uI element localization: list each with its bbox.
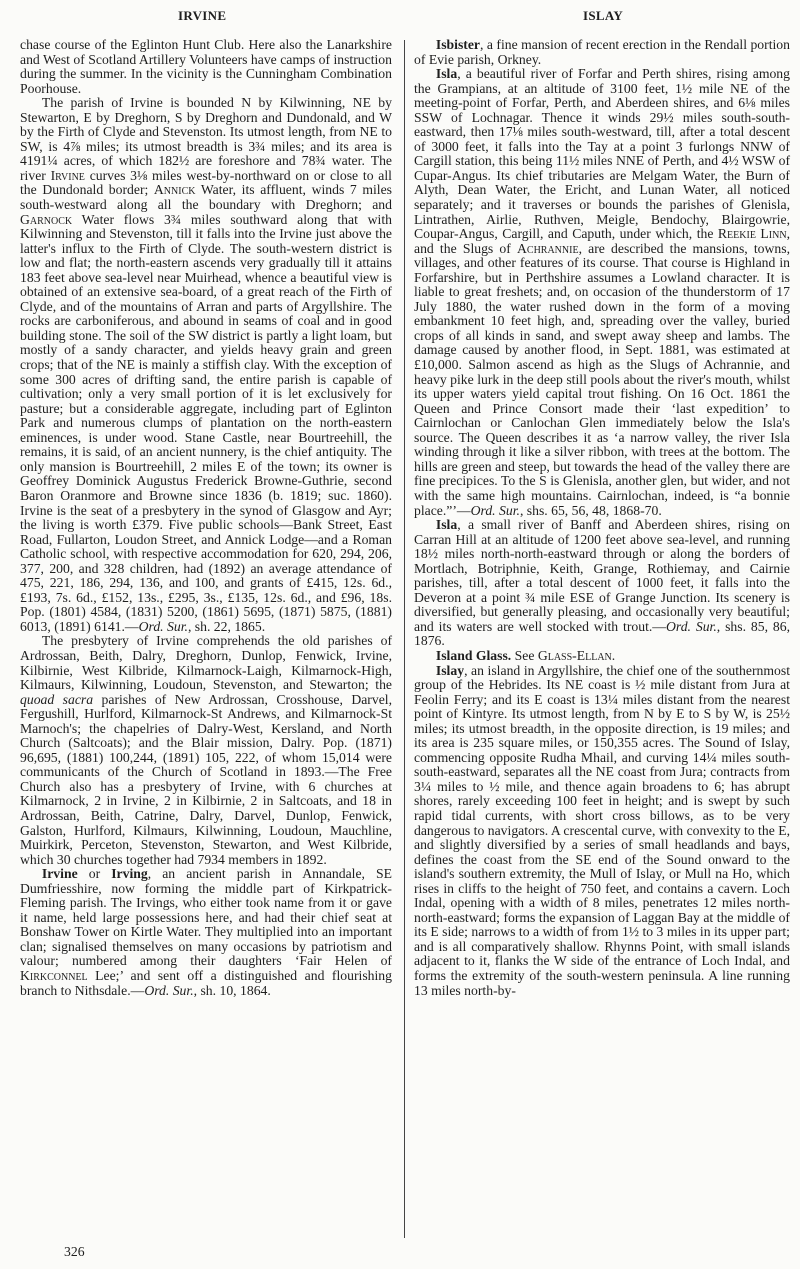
body-text: , and the Slugs of <box>414 226 790 256</box>
gazetteer-paragraph <box>414 67 790 518</box>
cross-reference: Kirkconnel <box>20 968 88 983</box>
right-column <box>414 38 790 998</box>
body-text: , an ancient parish in Annandale, SE Dumfriesshire, now forming the middle part of Kirkpatrick-Fleming parish. The Irvings, who either took name from it or gave it name, held large possessions here, and had their chief seat at Bonshaw Tower on Kirtle Water. They multiplied into an important clan; signalised themselves on many occasions by patriotism and valour; numbered among their daughters ‘Fair Helen of <box>20 866 393 969</box>
body-text: , a fine mansion of recent erection in the Rendall portion of Evie parish, Orkney. <box>414 37 790 67</box>
cross-reference: Reekie Linn <box>717 226 787 242</box>
body-text: Water flows 3¾ miles southward along that with Kilwinning and Stevenston, till it falls into the Irvine just above the latter's influx to the Firth of Clyde. The south-western district is low and flat; the north-eastern ascends very gradually till it attains 183 feet above sea-level near Muirhead, whence a beautiful view is obtained of an extensive sea-board, of a great reach of the Firth of Clyde, and of the mountains of Arran and parts of Argyllshire. The rocks are carboniferous, and abound in seams of coal and in good building stone. The soil of the SW district is partly a light loam, but mostly of a sandy character, and yields heavy grain and green crops; that of the NE is mainly a stiffish clay. With the exception of some 300 acres of drifting sand, the entire parish is capable of cultivation; only a very small portion of it is let exclusively for pasture; but a considerable aggregate, including part of Eglinton Park and numerous clumps of plantation on the north-eastern eminences, is under wood. Stane Castle, near Bourtreehill, the remains, it is said, of an ancient nunnery, is the chief antiquity. The only mansion is Bourtreehill, 2 miles E of the town; its owner is Geoffrey Dominick Augustus Frederick Browne-Guthrie, second Baron Oranmore and Browne since 1836 (b. 1819; suc. 1860). Irvine is the seat of a presbytery in the synod of Glasgow and Ayr; the living is worth £379. Five public schools—Bank Street, East Road, Fullarton, Loudon Street, and Annick Lodge—and a Roman Catholic school, with respective accommodation for 620, 294, 206, 377, 200, and 328 children, had (1892) an average attendance of 475, 221, 186, 294, 136, and 100, and grants of £415, 12s. 6d., £193, 7s. 6d., £152, 13s., £295, 3s., £135, 12s. 6d., and £96, 18s. Pop. (1801) 4584, (1831) 5200, (1861) 5695, (1871) 5875, (1881) 6013, (1891) 6141.— <box>20 211 392 634</box>
body-text: , shs. 85, 86, 1876. <box>414 618 790 649</box>
gazetteer-paragraph <box>414 649 790 664</box>
cross-reference: Glass-Ellan <box>537 647 612 663</box>
left-column <box>20 38 392 998</box>
italic-text: Ord. Sur. <box>666 618 717 634</box>
running-header-right: ISLAY <box>583 8 624 23</box>
entry-headword: Isbister <box>435 37 481 52</box>
body-text: , a small river of Banff and Aberdeen shires, rising on Carran Hill at an altitude of 1200 feet above sea-level, and running 18½ miles north-north-eastward through or along the borders of Mortlach, Botriphnie, Keith, Grange, Rothiemay, and Cairnie parishes, till, after a total descent of 1000 feet, it falls into the Deveron at a point ¾ mile ESE of Grange Junction. Its scenery is diversified, but generally pleasing, and occasionally very beautiful; and its waters are well stocked with trout.— <box>414 517 790 634</box>
gazetteer-paragraph <box>20 634 392 867</box>
body-text: The presbytery of Irvine comprehends the old parishes of Ardrossan, Beith, Dalry, Dreghorn, Dunlop, Fenwick, Irvine, Kilbirnie, West Kilbride, Kilmarnock-Laigh, Kilmarnock-High, Kilmaurs, Kilwinning, Loudoun, Stevenston, and Stewarton; the <box>20 633 392 693</box>
italic-text: quoad sacra <box>20 691 94 707</box>
body-text: , sh. 22, 1865. <box>187 618 266 634</box>
cross-reference: Garnock <box>20 211 73 227</box>
body-text: . <box>611 647 616 663</box>
entry-headword: Irvine <box>41 866 78 882</box>
body-text: curves 3⅛ miles west-by-northward on or close to all the Dundonald border; <box>20 167 392 198</box>
body-text: , shs. 65, 56, 48, 1868-70. <box>519 502 662 518</box>
italic-text: Ord. Sur. <box>138 618 188 634</box>
gazetteer-paragraph <box>414 38 790 67</box>
gazetteer-paragraph <box>20 96 392 634</box>
body-text: Lee;’ and sent off a distinguished and flourishing branch to Nithsdale.— <box>20 968 392 998</box>
page-number: 326 <box>64 1244 85 1259</box>
running-header-left: IRVINE <box>178 8 227 23</box>
body-text: or <box>77 866 112 882</box>
gazetteer-paragraph <box>414 518 790 649</box>
body-text: chase course of the Eglinton Hunt Club. Here also the Lanarkshire and West of Scotland Artillery Volunteers have camps of instruction during the summer. In the vicinity is the Cunningham Combination Poorhouse. <box>20 37 392 96</box>
body-text: , are described the mansions, towns, villages, and other features of its course. That course is Highland in Forfarshire, but in Perthshire assumes a Lowland character. It is liable to great freshets; and, on occasion of the thunderstorm of 17 July 1880, the water rushed down in the form of a moving embankment 10 feet high, and, spreading over the valley, buried crops of all kinds in sand, and swept away sheep and lambs. The damage caused by another flood, in Sept. 1881, was estimated at £10,000. Salmon ascend as high as the Slugs of Achrannie, and heavy pike lurk in the deep still pools about the river's mouth, whilst its upper waters yield capital trout fishing. On 16 Oct. 1861 the Queen and Prince Consort made their ‘last expedition’ to Cairnlochan or Canlochan Glen immediately below the Isla's source. The Queen describes it as ‘a narrow valley, the river Isla winding through it like a silver ribbon, with trees at the bottom. The hills are green and steep, but towards the head of the valley there are fine precipices. To the S is Glenisla, another glen, but wider, and not with the same high mountains. Cairnlochan, indeed, is “a bonnie place.”’— <box>414 240 790 518</box>
body-text: parishes of New Ardrossan, Crosshouse, Darvel, Fergushill, Hurlford, Kilmarnock-St Andrews, and Kilmarnock-St Marnoch's; the chapelries of Dalry-West, Kersland, and North Church (Saltcoats); and the Blair mission, Dalry. Pop. (1871) 96,695, (1881) 100,244, (1891) 105, 222, of whom 15,014 were communicants of the Church of Scotland in 1893.—The Free Church also has a presbytery of Irvine, with 6 churches at Kilmarnock, 2 in Irvine, 2 in Kilbirnie, 2 in Saltcoats, and 18 in Ardrossan, Beith, Catrine, Dalry, Darvel, Dunlop, Fenwick, Galston, Hurlford, Kilmaurs, Kilwinning, Loudoun, Mauchline, Muirkirk, Perceton, Stevenston, Stewarton, and West Kilbride, which 30 churches together had 7934 members in 1892. <box>20 691 392 867</box>
entry-headword: Island Glass. <box>435 647 512 663</box>
body-text: , an island in Argyllshire, the chief one of the southernmost group of the Hebrides. Its NE coast is ½ mile distant from Jura at Feolin Ferry; and its E coast is 13¼ miles distant from the nearest point of Kintyre. Its utmost length, from N by E to S by W, is 25½ miles; its utmost breadth, in the opposite direction, is 19 miles; and its area is 235 square miles, or 150,355 acres. The Sound of Islay, commencing opposite Rudha Mhail, and curving 14¼ miles south-south-eastward, separates all the NE coast from Jura; contracts from 3¼ miles to ½ mile, and thence again broadens to 6; has abrupt shores, rarely exceeding 100 feet in height; and is swept by such rapid tidal currents, with short cross billows, as to be very dangerous to navigators. A crescental curve, with convexity to the E, and slightly diversified by a series of small headlands and bays, defines the coast from the SE end of the Sound onward to the island's southern extremity, the Mull of Islay, or Mull na Ho, which rises in cliffs to the height of 750 feet, and contains a cavern. Loch Indal, opening with a width of 8 miles, penetrates 12 miles north-north-eastward; forms the expansion of Laggan Bay at the middle of its E side; narrows to a width of from 1½ to 3 miles in its upper part; and is all comparatively shallow. Rhynns Point, with small islands adjacent to it, flanks the W side of the entrance of Loch Indal, and forms the extremity of the south-western peninsula. A line running 13 miles north-by- <box>414 662 790 998</box>
body-text: , sh. 10, 1864. <box>193 982 271 998</box>
column-divider <box>404 40 405 1238</box>
body-text: The parish of Irvine is bounded N by Kilwinning, NE by Stewarton, E by Dreghorn, S by Dreghorn and Dundonald, and W by the Firth of Clyde and Stevenston. Its utmost length, from NE to SW, is 4⅞ miles; its utmost breadth is 3¾ miles; and its area is 4191¼ acres, of which 182½ are foreshore and 78¾ water. The river <box>20 95 392 183</box>
italic-text: Ord. Sur. <box>470 502 520 518</box>
body-text: , a beautiful river of Forfar and Perth shires, rising among the Grampians, at an altitude of 3100 feet, 1½ mile NE of the meeting-point of Forfar, Perth, and Aberdeen shires, and 6⅛ miles SSW of Lochnagar. Thence it winds 29½ miles south-south-eastward, then 17⅛ miles south-westward, till, after a total descent of 3000 feet, it falls into the Tay at a point 3 furlongs NNW of Cargill station, this being 11½ miles NNE of Perth, and 4½ WSW of Cupar-Angus. Its chief tributaries are Melgam Water, the Burn of Alyth, Dean Water, the Ericht, and Lunan Water, all noticed separately; and it traverses or bounds the parishes of Glenisla, Lintrathen, Airlie, Ruthven, Meigle, Bendochy, Blairgowrie, Coupar-Angus, Cargill, and Caputh, under which, the <box>414 66 790 242</box>
entry-headword: Isla <box>435 517 458 533</box>
gazetteer-paragraph <box>414 664 790 999</box>
body-text: Water, its affluent, winds 7 miles south-westward along all the boundary with Dreghorn; and <box>20 182 392 213</box>
gazetteer-paragraph <box>20 38 392 96</box>
entry-headword: Isla <box>435 66 458 82</box>
italic-text: Ord. Sur. <box>144 982 194 998</box>
cross-reference: Irvine <box>50 167 85 183</box>
entry-headword: Islay <box>435 662 465 678</box>
body-text: See <box>511 647 538 663</box>
gazetteer-paragraph <box>20 867 392 998</box>
cross-reference: Achrannie <box>517 240 579 256</box>
entry-headword: Irving <box>111 866 148 882</box>
cross-reference: Annick <box>153 182 196 198</box>
